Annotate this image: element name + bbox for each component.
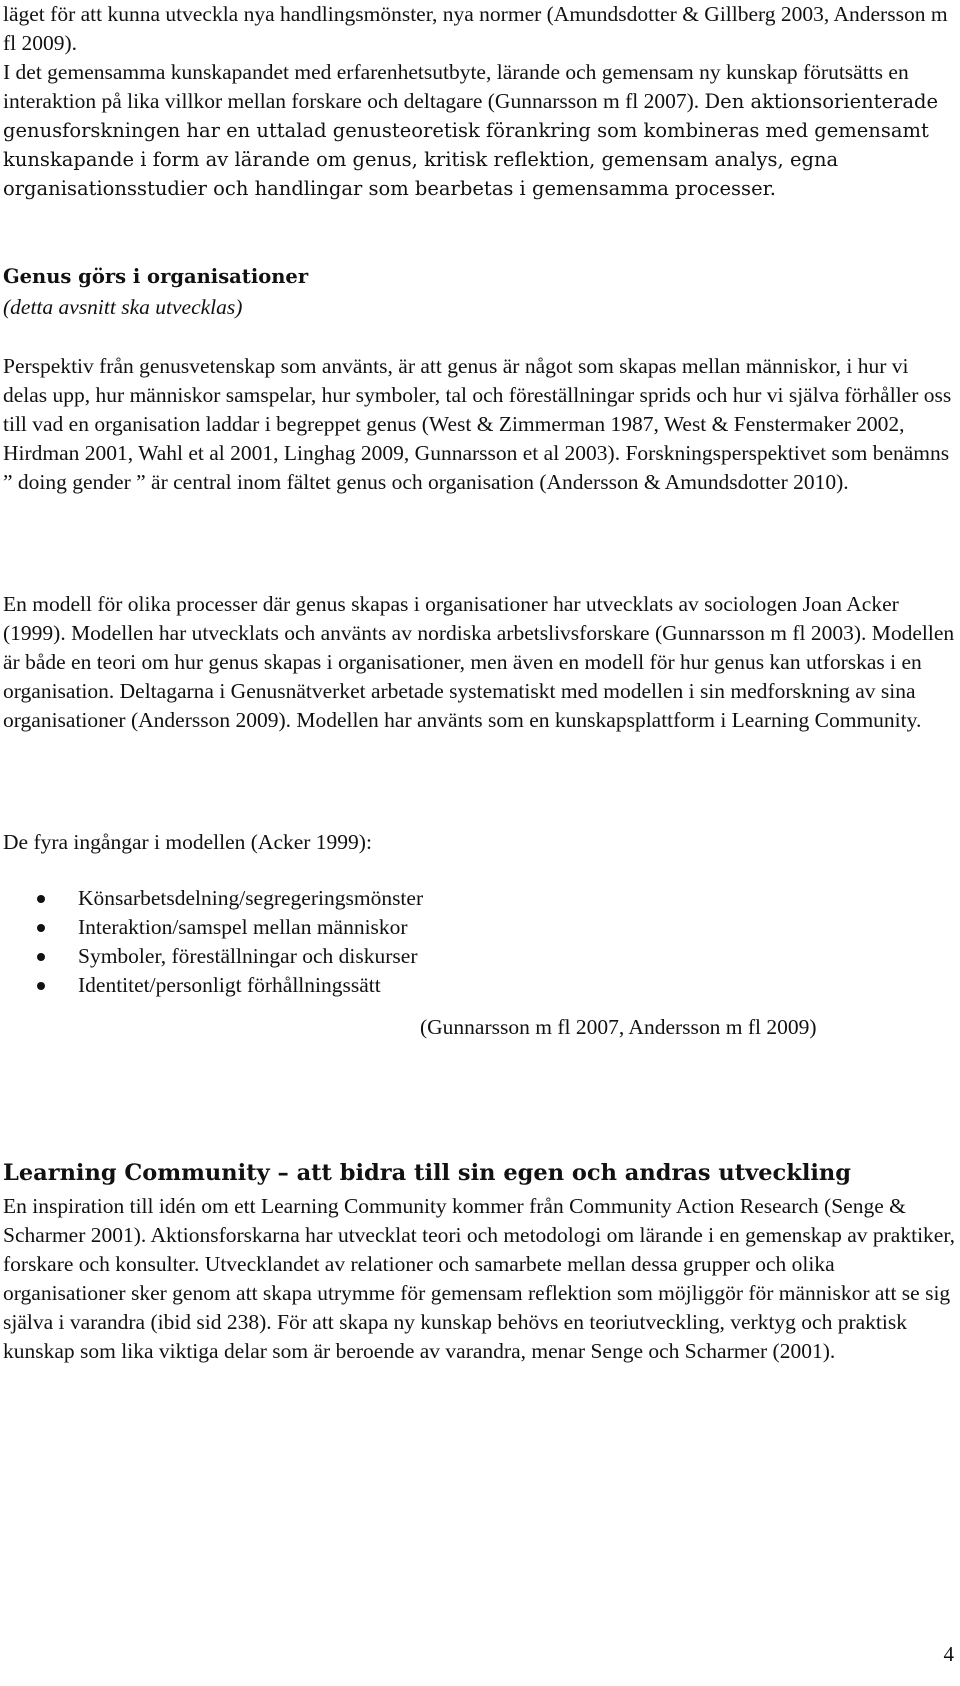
paragraph-model: En modell för olika processer där genus skapas i organisationer har utvecklats av sociologen Joan Acker (1999). Modellen har utvecklats och använts av nordiska arbetslivsforskare (Gunnarsson m fl 2003). Modellen är både en teori om hur genus skapas i organisationer, men även en modell för hur genus kan utforskas i en organisation. Deltagarna i Genusnätverket arbetade systematiskt med modellen i sin medforskning av sina organisationer (Andersson 2009). Modellen har använts som en kunskapsplattform i Learning Community. [3,592,955,732]
list-item-label: Symboler, föreställningar och diskurser [78,944,418,968]
list-item [3,884,903,913]
bullet-icon [37,924,45,932]
list-citation: (Gunnarsson m fl 2007, Andersson m fl 2009) [420,1015,817,1039]
model-entry-list [3,884,903,1000]
section-subheading: (detta avsnitt ska utvecklas) [3,295,243,319]
page-number: 4 [943,1642,954,1666]
list-item-label: Identitet/personligt förhållningssätt [78,973,381,997]
paragraph-perspective: Perspektiv från genusvetenskap som använts, är att genus är något som skapas mellan människor, i hur vi delas upp, hur människor samspelar, hur symboler, tal och föreställningar sprids och hur vi själva förhåller oss till vad en organisation laddar i begreppet genus (West & Zimmerman 1987, West & Fenstermaker 2002, Hirdman 2001, Wahl et al 2001, Linghag 2009, Gunnarsson et al 2003). Forskningsperspektivet som benämns ” doing gender ” är central inom fältet genus och organisation (Andersson & Amundsdotter 2010). [3,354,952,494]
bullet-icon [37,982,45,990]
list-intro: De fyra ingångar i modellen (Acker 1999): [3,830,372,854]
list-item-label: Interaktion/samspel mellan människor [78,915,408,939]
paragraph-intro: läget för att kunna utveckla nya handlingsmönster, nya normer (Amundsdotter & Gillberg 2003, Andersson m fl 2009). I det gemensamma kunskapandet med erfarenhetsutbyte, lärande och gemensam ny kunskap förutsätts en interaktion på lika villkor mellan forskare och deltagare (Gunnarsson m fl 2007). Den aktionsorienterade genusforskningen har en uttalad genusteoretisk förankring som kombineras med gemensamt kunskapande i form av lärande om genus, kritisk reflektion, gemensam analys, egna organisationsstudier och handlingar som bearbetas i gemensamma processer. [3,2,948,200]
list-item [3,913,903,942]
list-item-label: Könsarbetsdelning/segregeringsmönster [78,886,424,910]
list-item [3,971,903,1000]
bullet-icon [37,895,45,903]
section-heading-learning-community: Learning Community – att bidra till sin egen och andras utveckling [3,1160,852,1186]
bullet-icon [37,953,45,961]
section-heading-genus: Genus görs i organisationer [3,265,309,288]
paragraph-learning: En inspiration till idén om ett Learning Community kommer från Community Action Research (Senge & Scharmer 2001). Aktionsforskarna har utvecklat teori och metodologi om lärande i en gemenskap av praktiker, forskare och konsulter. Utvecklandet av relationer och samarbete mellan dessa grupper och olika organisationer sker genom att skapa utrymme för gemensam reflektion som möjliggör för människor att se sig själva i varandra (ibid sid 238). För att skapa ny kunskap behövs en teoriutveckling, verktyg och praktisk kunskap som lika viktiga delar som är beroende av varandra, menar Senge och Scharmer (2001). [3,1194,956,1363]
list-item [3,942,903,971]
